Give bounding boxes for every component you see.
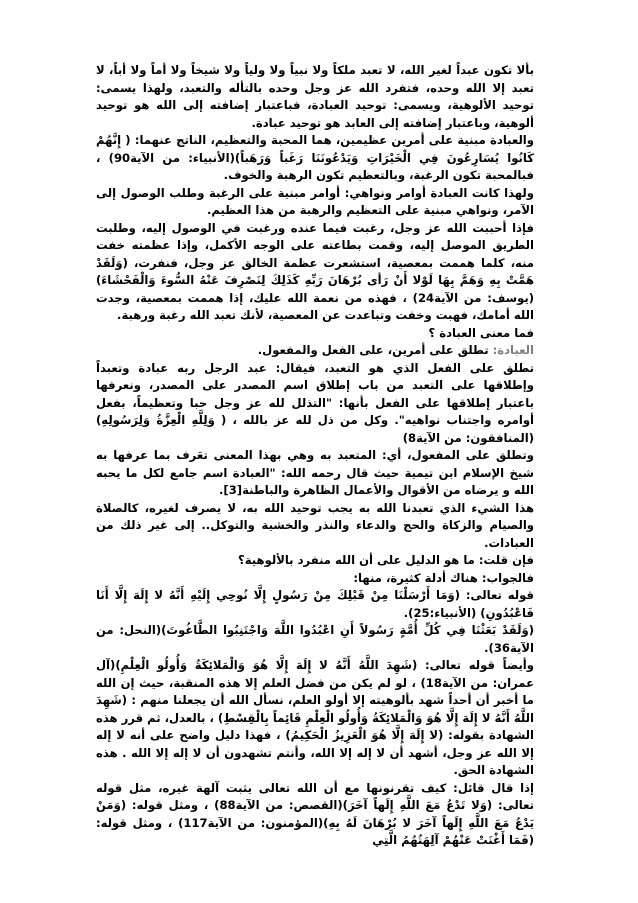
page-body	[96, 62, 534, 852]
paragraph-commands-prohibitions: ولهذا كانت العبادة أوامر ونواهي: أوامر مبنية على الرغبة وطلب الوصول إلى الآمر، ونواهي مبنية على التعظيم والرهبة من هذا العظيم.	[96, 185, 534, 217]
term-definition-text: تطلق على أمرين، على الفعل والمفعول.	[257, 343, 493, 357]
paragraph-al-imran-18: وأيضاً قوله تعالى: (شَهِدَ اللَّهُ أَنَّهُ لا إِلَهَ إِلَّا هُوَ وَالْمَلائِكَةُ وَأُولُو الْعِلْمِ)(آل عمران: من الآية18) ، لو لم يكن من فضل العلم إلا هذه المنقبة، حيث إن الله ما أخبر أن أحداً شهد بألوهيته إلا أولو العلم، نسأل الله أن يجعلنا منهم : (شَهِدَ اللَّهُ أَنَّهُ لا إِلَهَ إِلَّا هُوَ وَالْمَلائِكَةُ وَأُولُو الْعِلْمِ قَائِماً بِالْقِسْطِ) ، بالعدل، ثم قرر هذه الشهادة بقوله: (لا إِلَهَ إِلَّا هُوَ الْعَزِيزُ الْحَكِيمُ) ، فهذا دليل واضح على أنه لا إله إلا الله عز وجل، أشهد أن لا إله إلا الله، وأنتم تشهدون أن لا إله إلا الله . هذه الشهادة الحق.	[96, 658, 535, 777]
paragraph-tawhid-definition: بألا تكون عبداً لغير الله، لا تعبد ملكاً ولا نبياً ولا ولياً ولا شيخاً ولا أماً ولا أباً، لا تعبد إلا الله وحده، فتفرد الله عز وجل وحده بالتأله والتعبد، ولهذا يسمى: توحيد الألوهية، ويسمى: توحيد العبادة، فباعتبار إضافته إلى الله هو توحيد ألوهية، وباعتبار إضافته إلى العابد هو توحيد عبادة.	[96, 63, 534, 130]
term-label-worship: العبادة:	[492, 343, 534, 357]
paragraph-loving-allah: فإذا أحببت الله عز وجل، رغبت فيما عنده ورغبت في الوصول إليه، وطلبت الطريق الموصل إليه، وقمت بطاعته على الوجه الأكمل، وإذا عظمته خفت منه، كلما هممت بمعصية، استشعرت عظمة الخالق عز وجل، فنفرت، (وَلَقَدْ هَمَّتْ بِهِ وَهَمَّ بِهَا لَوْلا أَنْ رَأى بُرْهَانَ رَبِّهِ كَذَلِكَ لِنَصْرِفَ عَنْهُ السُّوءَ وَالْفَحْشَاءَ)(يوسف: من الآية24) ، فهذه من نعمة الله عليك، إذا هممت بمعصية، وجدت الله أمامك، فهبت وخفت وتباعدت عن المعصية، لأنك تعبد الله رغبة ورهبة.	[96, 220, 534, 322]
paragraph-worship-as-act: تطلق على الفعل الذي هو التعبد، فيقال: عبد الرجل ربه عبادة وتعبداً وإطلاقها على التعبد من باب إطلاق اسم المصدر على المصدر، ونعرفها باعتبار إطلاقها على الفعل بأنها: "التذلل لله عز وجل حبا وتعظيماً، بفعل أوامره واجتناب نواهيه". وكل من ذل لله عز بالله ، ( وَلِلَّهِ الْعِزَّةُ وَلِرَسُولِهِ)(المنافقون: من الآية8)	[96, 360, 534, 445]
verse-anbiya-25: قوله تعالى: (وَمَا أَرْسَلْنَا مِنْ قَبْلِكَ مِنْ رَسُولٍ إِلَّا نُوحِي إِلَيْهِ أَنَّهُ لا إِلَهَ إِلَّا أَنَا فَاعْبُدُونِ) (الأنبياء:25).	[96, 588, 534, 620]
paragraph-objection: إذا قال قائل: كيف تقرنونها مع أن الله تعالى يثبت آلهة غيره، مثل قوله تعالى: (وَلا تَدْعُ مَعَ اللَّهِ إِلَهاً آخَرَ)(القصص: من الآية88) ، ومثل قوله: (وَمَنْ يَدْعُ مَعَ اللَّهِ إِلَهاً آخَرَ لا بُرْهَانَ لَهُ بِهِ)(المؤمنون: من الآية117) ، ومثل قوله: (فَمَا أَغْنَتْ عَنْهُمْ آلِهَتُهُمُ الَّتِي	[96, 780, 535, 847]
question-evidence: فإن قلت: ما هو الدليل على أن الله منفرد بالألوهية؟	[238, 553, 534, 567]
verse-nahl-36: (وَلَقَدْ بَعَثْنَا فِي كُلِّ أُمَّةٍ رَسُولاً أَنِ اعْبُدُوا اللَّهَ وَاجْتَنِبُوا الطَّاغُوتَ)(النحل: من الآية36).	[96, 623, 534, 655]
paragraph-acts-of-worship: هذا الشيء الذي تعبدنا الله به يجب توحيد الله به، لا يصرف لغيره، كالصلاة والصيام والزكاة والحج والدعاء والنذر والخشية والتوكل.. إلى غير ذلك من العبادات.	[96, 500, 534, 550]
question-meaning-of-worship: فما معنى العبادة ؟	[428, 325, 534, 340]
paragraph-worship-as-object: وتطلق على المفعول، أي: المتعبد به وهي بهذا المعنى تعَرف بما عرفها به شيخ الإسلام ابن تيمية حيث قال رحمه الله: "العبادة اسم جامع لكل ما يحبه الله و يرضاه من الأقوال والأعمال الظاهرة والباطنة[3].	[96, 448, 534, 497]
paragraph-worship-definition	[96, 342, 534, 360]
paragraph-love-and-reverence: والعبادة مبنية على أمرين عظيمين، هما المحبة والتعظيم، الناتج عنهما: ( إِنَّهُمْ كَانُوا يُسَارِعُونَ فِي الْخَيْرَاتِ وَيَدْعُونَنَا رَغَباً وَرَهَباً)(الأنبياء: من الآية90) ، فبالمحبة تكون الرغبة، وبالتعظيم تكون الرهبة والخوف.	[96, 133, 534, 182]
answer-intro: فالجواب: هناك أدلة كثيرة، منها:	[353, 570, 534, 585]
